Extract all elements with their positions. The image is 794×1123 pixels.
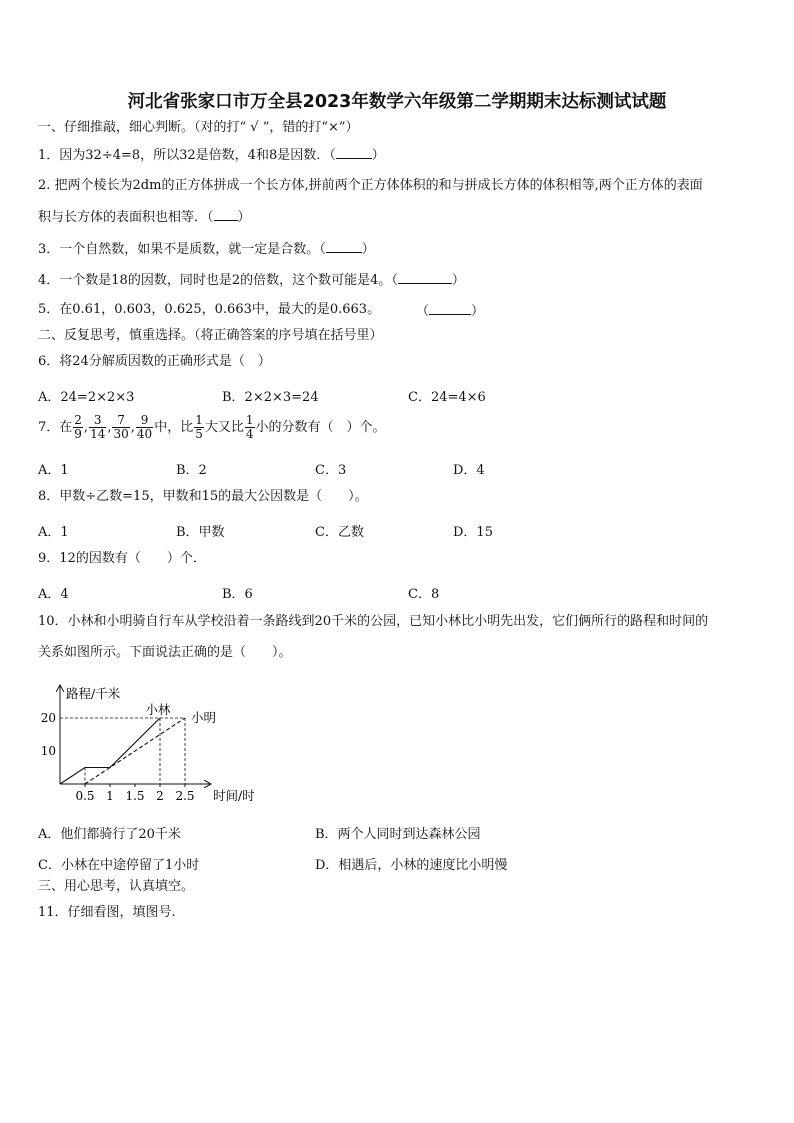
question-10-line1: 10．小林和小明骑自行车从学校沿着一条路线到20千米的公园，已知小林比小明先出发，它们俩所行的路程和时间的 [38,614,709,629]
series-line-1 [85,718,185,784]
y-tick-label-1: 20 [40,711,56,725]
question-5-text: 5．在0.61，0.603，0.625，0.663中，最大的是0.663。 [38,302,381,317]
q8-option-c[interactable]: C．乙数 [315,525,364,540]
section2-heading: 二、反复思考，慎重选择。（将正确答案的序号填在括号里） [38,328,383,343]
fraction-9-40: $\frac{9}{40}$ [136,413,153,441]
q9-option-c[interactable]: C．8 [408,587,440,602]
x-tick-label-1: 1 [106,789,114,803]
close-paren: ） [361,242,375,257]
q10-option-c[interactable]: C．小林在中途停留了1小时 [38,858,200,873]
y-axis-label: 路程/千米 [66,686,121,701]
section1-heading: 一、仔细推敲，细心判断。（对的打“ √ ”，错的打“×”） [38,120,359,135]
q7-suffix: 小的分数有（ ）个。 [255,420,386,435]
close-paren: ） [371,148,385,163]
fraction-1-5: $\frac{1}{5}$ [195,413,203,441]
close-paren: ） [451,273,465,288]
q7-option-d[interactable]: D．4 [453,463,485,478]
q6-option-b[interactable]: B．2×2×3=24 [222,390,319,405]
page-title: 河北省张家口市万全县2023年数学六年级第二学期期末达标测试试题 [127,92,667,112]
question-2-line2 [38,208,251,226]
q7-mid2: 大又比 [204,420,244,435]
close-paren: ） [237,210,251,225]
fraction-1-4: $\frac{1}{4}$ [245,413,254,441]
x-axis-label: 时间/时 [213,788,255,803]
question-3-text: 3．一个自然数，如果不是质数，就一定是合数。（ [38,242,326,257]
section3-heading: 三、用心思考，认真填空。 [38,879,195,894]
series-line-0 [60,718,160,784]
x-tick-label-0: 0.5 [75,789,95,803]
question-6: 6．将24分解质因数的正确形式是（ ） [38,354,271,369]
x-tick-label-2: 1.5 [125,789,145,803]
x-tick-label-3: 2 [156,789,164,803]
q10-option-d[interactable]: D．相遇后，小林的速度比小明慢 [315,858,508,873]
q7-option-c[interactable]: C．3 [315,463,347,478]
fraction-7-30: $\frac{7}{30}$ [113,413,129,441]
question-8: 8．甲数÷乙数=15，甲数和15的最大公因数是（ ）。 [38,489,368,504]
q9-option-a[interactable]: A．4 [38,587,69,602]
answer-blank-4[interactable] [398,271,452,284]
q9-option-b[interactable]: B．6 [222,587,253,602]
answer-blank-5[interactable] [429,302,471,315]
answer-blank-1[interactable] [336,146,372,159]
question-1-text: 1．因为32÷4=8，所以32是倍数，4和8是因数．（ [38,148,336,163]
q6-option-c[interactable]: C．24=4×6 [408,390,486,405]
question-10-line2: 关系如图所示。下面说法正确的是（ ）。 [38,645,292,660]
fraction-2-9: $\frac{2}{9}$ [74,413,82,441]
question-7: 7．在 $\frac{2}{9}$ , $\frac{3}{14}$ , $\frac{7}{30}$ , $\frac{9}{40}$ 中，比 $\frac{1}{5}$ 大又比 $\frac{1}{4}$ 小的分数有（ ）个。 [38,413,386,441]
q8-option-d[interactable]: D．15 [453,525,493,540]
q10-option-b[interactable]: B．两个人同时到达森林公园 [315,827,481,842]
q8-option-a[interactable]: A．1 [38,525,69,540]
question-2-text: 积与长方体的表面积也相等．（ [38,210,214,225]
series-label-1: 小明 [191,710,217,725]
q7-prefix: 7．在 [38,420,73,435]
question-1 [38,146,385,164]
close-paren: ） [471,304,485,319]
question-11: 11．仔细看图，填图号. [38,905,176,920]
q7-option-b[interactable]: B．2 [176,463,207,478]
series-label-0: 小林 [145,702,171,717]
question-2-line1: 2. 把两个棱长为2dm的正方体拼成一个长方体,拼前两个正方体体积的和与拼成长方体的体积相等,两个正方体的表面 [38,178,703,193]
open-paren: （ [416,304,430,319]
x-tick-label-4: 2.5 [175,789,195,803]
q8-option-b[interactable]: B．甲数 [176,525,225,540]
q7-mid1: 中，比 [154,420,194,435]
question-5 [38,302,380,318]
q10-option-a[interactable]: A．他们都骑行了20千米 [38,827,181,842]
distance-time-chart [30,680,280,810]
question-4 [38,271,465,289]
y-tick-label-0: 10 [40,744,56,758]
answer-blank-3[interactable] [326,240,362,253]
fraction-3-14: $\frac{3}{14}$ [90,413,106,441]
q7-option-a[interactable]: A．1 [38,463,69,478]
answer-blank-2[interactable] [214,208,238,221]
question-3 [38,240,375,258]
q6-option-a[interactable]: A．24=2×2×3 [38,390,135,405]
question-9: 9．12的因数有（ ）个． [38,551,206,566]
question-4-text: 4．一个数是18的因数，同时也是2的倍数，这个数可能是4。（ [38,273,398,288]
question-5-answer [416,302,484,320]
